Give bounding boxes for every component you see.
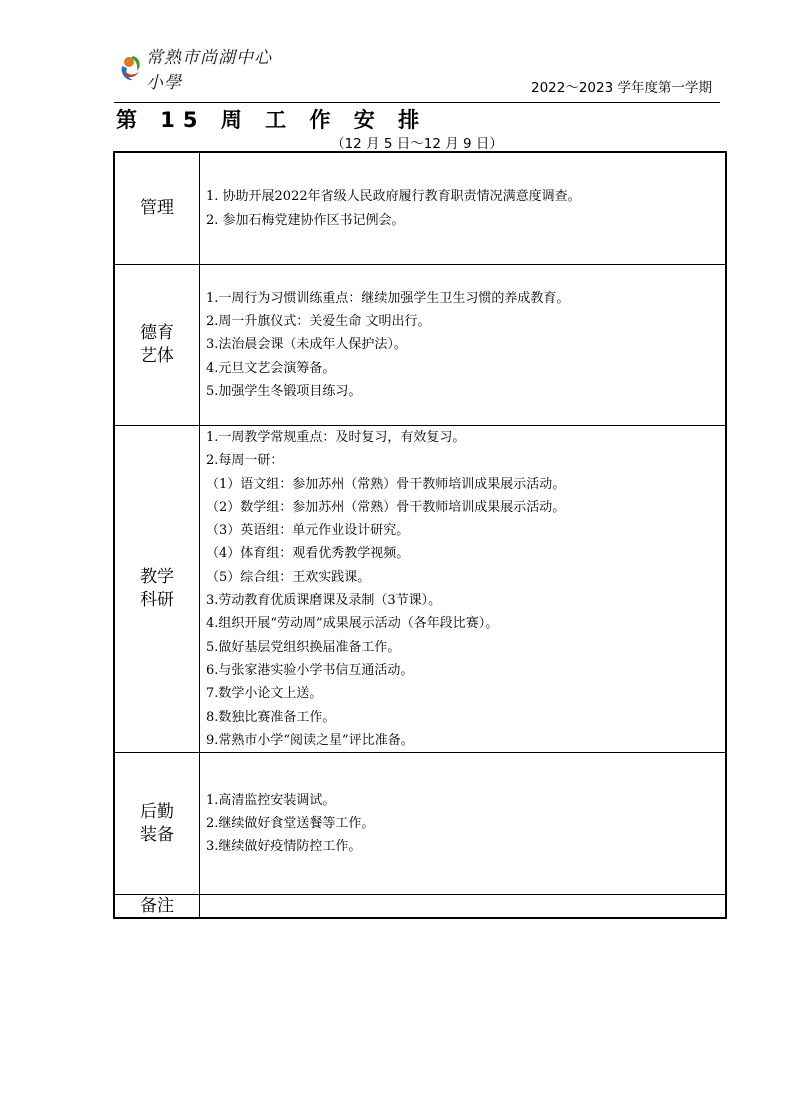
semester-label: 2022～2023 学年度第一学期 — [530, 80, 712, 96]
task-list-cell — [200, 426, 727, 753]
task-list-cell — [200, 265, 727, 426]
school-header — [118, 48, 288, 93]
school-name: 常熟市尚湖中心小學 — [146, 48, 272, 93]
task-item: （4）体育组：观看优秀教学视频。 — [206, 546, 410, 562]
task-item: 3.继续做好疫情防控工作。 — [206, 839, 362, 855]
schedule-row — [114, 265, 726, 426]
task-item: 1.高清监控安装调试。 — [206, 792, 336, 808]
category-label: 管理 — [140, 198, 174, 218]
task-list-cell — [200, 152, 727, 265]
task-list-cell — [200, 753, 727, 895]
task-item: 4.元旦文艺会演筹备。 — [206, 360, 336, 376]
schedule-row — [114, 753, 726, 895]
task-item: 9.常熟市小学“阅读之星”评比准备。 — [206, 732, 414, 748]
school-logo-icon — [118, 52, 144, 84]
task-item: 6.与张家港实验小学书信互通活动。 — [206, 662, 414, 678]
task-item: （5）综合组：王欢实践课。 — [206, 569, 371, 585]
category-label: 备注 — [140, 896, 174, 917]
page-title: 第 15 周 工 作 安 排 — [116, 108, 428, 132]
task-item: 2. 参加石梅党建协作区书记例会。 — [206, 212, 405, 228]
schedule-row — [114, 152, 726, 265]
category-label: 教学 科研 — [140, 567, 174, 611]
task-item: 2.每周一研： — [206, 453, 284, 469]
category-cell — [114, 426, 200, 753]
task-item: 5.做好基层党组织换届准备工作。 — [206, 639, 401, 655]
task-item: 2.继续做好食堂送餐等工作。 — [206, 816, 375, 831]
date-range: （12 月 5 日～12 月 9 日） — [331, 136, 503, 152]
schedule-table — [113, 151, 727, 919]
header-divider — [114, 102, 720, 103]
category-label: 后勤 装备 — [140, 801, 174, 845]
task-item: 7.数学小论文上送。 — [206, 686, 323, 702]
task-item: 1. 协助开展2022年省级人民政府履行教育职责情况满意度调查。 — [206, 189, 581, 205]
category-cell — [114, 753, 200, 895]
task-item: （1）语文组：参加苏州（常熟）骨干教师培训成果展示活动。 — [206, 476, 566, 492]
category-cell — [114, 895, 200, 919]
task-item: 1.一周行为习惯训练重点：继续加强学生卫生习惯的养成教育。 — [206, 290, 570, 306]
task-item: （2）数学组：参加苏州（常熟）骨干教师培训成果展示活动。 — [206, 499, 566, 515]
schedule-row — [114, 426, 726, 753]
task-item: 3.劳动教育优质课磨课及录制（3节课）。 — [206, 593, 442, 609]
task-item: 4.组织开展“劳动周”成果展示活动（各年段比赛）。 — [206, 616, 499, 632]
task-item: （3）英语组：单元作业设计研究。 — [206, 523, 410, 539]
schedule-row — [114, 895, 726, 919]
category-cell — [114, 265, 200, 426]
task-item: 3.法治晨会课（未成年人保护法）。 — [206, 337, 407, 353]
task-list-cell — [200, 895, 727, 919]
category-cell — [114, 152, 200, 265]
category-label: 德育 艺体 — [140, 323, 174, 366]
task-item: 2.周一升旗仪式：关爱生命 文明出行。 — [206, 314, 431, 330]
task-item: 5.加强学生冬锻项目练习。 — [206, 383, 362, 399]
task-item: 1.一周教学常规重点：及时复习，有效复习。 — [206, 430, 466, 445]
task-item: 8.数独比赛准备工作。 — [206, 709, 336, 725]
